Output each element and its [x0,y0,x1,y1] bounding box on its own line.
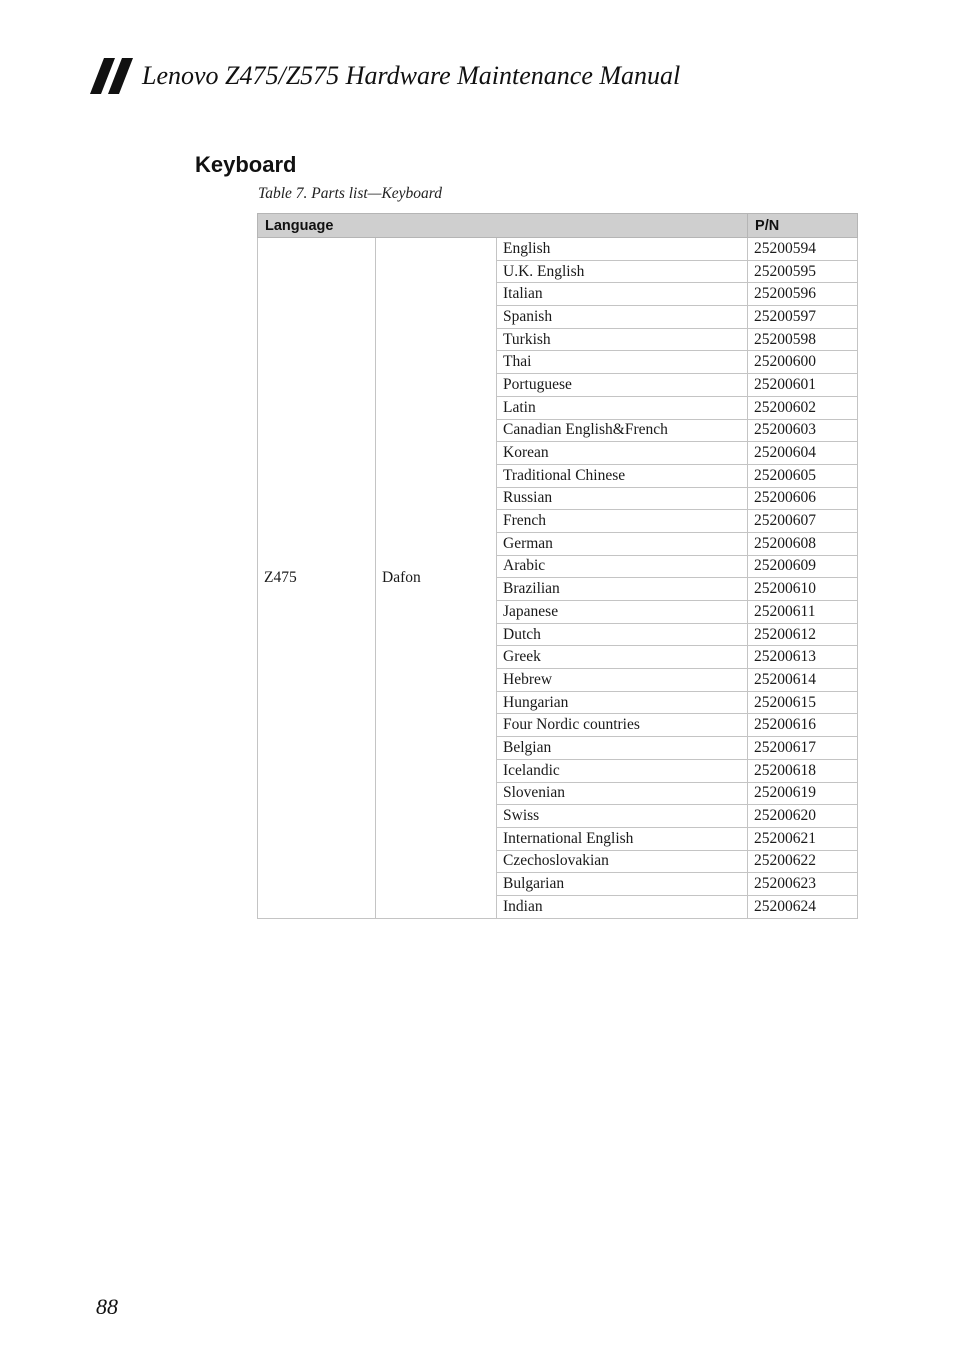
pn-cell: 25200613 [748,646,858,669]
vendor-cell: Dafon [376,238,497,919]
pn-cell: 25200620 [748,805,858,828]
language-cell: Hebrew [497,669,748,692]
pn-cell: 25200596 [748,283,858,306]
pn-column-header: P/N [748,214,858,238]
parts-table-body [258,238,858,919]
language-cell: Thai [497,351,748,374]
language-cell: Dutch [497,623,748,646]
pn-cell: 25200598 [748,328,858,351]
language-cell: Slovenian [497,782,748,805]
pn-cell: 25200608 [748,532,858,555]
pn-cell: 25200605 [748,464,858,487]
language-cell: U.K. English [497,260,748,283]
pn-cell: 25200624 [748,895,858,918]
language-cell: Belgian [497,737,748,760]
pn-cell: 25200607 [748,510,858,533]
language-cell: International English [497,827,748,850]
language-cell: Hungarian [497,691,748,714]
page-header [90,58,680,94]
pn-cell: 25200619 [748,782,858,805]
language-cell: Greek [497,646,748,669]
language-cell: Russian [497,487,748,510]
table-caption: Table 7. Parts list—Keyboard [258,185,443,202]
pn-cell: 25200606 [748,487,858,510]
language-cell: Czechoslovakian [497,850,748,873]
pn-cell: 25200617 [748,737,858,760]
language-cell: Four Nordic countries [497,714,748,737]
pn-cell: 25200597 [748,306,858,329]
language-cell: Portuguese [497,374,748,397]
language-cell: Italian [497,283,748,306]
document-title: Lenovo Z475/Z575 Hardware Maintenance Manual [142,61,681,90]
pn-cell: 25200622 [748,850,858,873]
language-cell: Latin [497,396,748,419]
language-cell: Brazilian [497,578,748,601]
pn-cell: 25200616 [748,714,858,737]
pn-cell: 25200603 [748,419,858,442]
language-cell: English [497,238,748,261]
pn-cell: 25200623 [748,873,858,896]
language-cell: Traditional Chinese [497,464,748,487]
section-heading: Keyboard [195,152,297,177]
pn-cell: 25200610 [748,578,858,601]
pn-cell: 25200609 [748,555,858,578]
language-cell: Spanish [497,306,748,329]
language-cell: Turkish [497,328,748,351]
language-cell: Arabic [497,555,748,578]
table-row [258,238,858,261]
language-cell: Indian [497,895,748,918]
language-cell: Swiss [497,805,748,828]
pn-cell: 25200600 [748,351,858,374]
pn-cell: 25200594 [748,238,858,261]
language-cell: Japanese [497,601,748,624]
language-cell: Korean [497,442,748,465]
pn-cell: 25200602 [748,396,858,419]
language-cell: Bulgarian [497,873,748,896]
pn-cell: 25200618 [748,759,858,782]
pn-cell: 25200601 [748,374,858,397]
pn-cell: 25200612 [748,623,858,646]
pn-cell: 25200595 [748,260,858,283]
language-cell: French [497,510,748,533]
pn-cell: 25200621 [748,827,858,850]
language-cell: Canadian English&French [497,419,748,442]
pn-cell: 25200614 [748,669,858,692]
pn-cell: 25200604 [748,442,858,465]
page-number: 88 [96,1294,118,1319]
language-cell: German [497,532,748,555]
parts-table [257,213,858,919]
double-slash-logo-icon [90,58,136,94]
table-header-row [258,214,858,238]
pn-cell: 25200611 [748,601,858,624]
language-cell: Icelandic [497,759,748,782]
model-cell: Z475 [258,238,376,919]
language-column-header: Language [258,214,748,238]
pn-cell: 25200615 [748,691,858,714]
